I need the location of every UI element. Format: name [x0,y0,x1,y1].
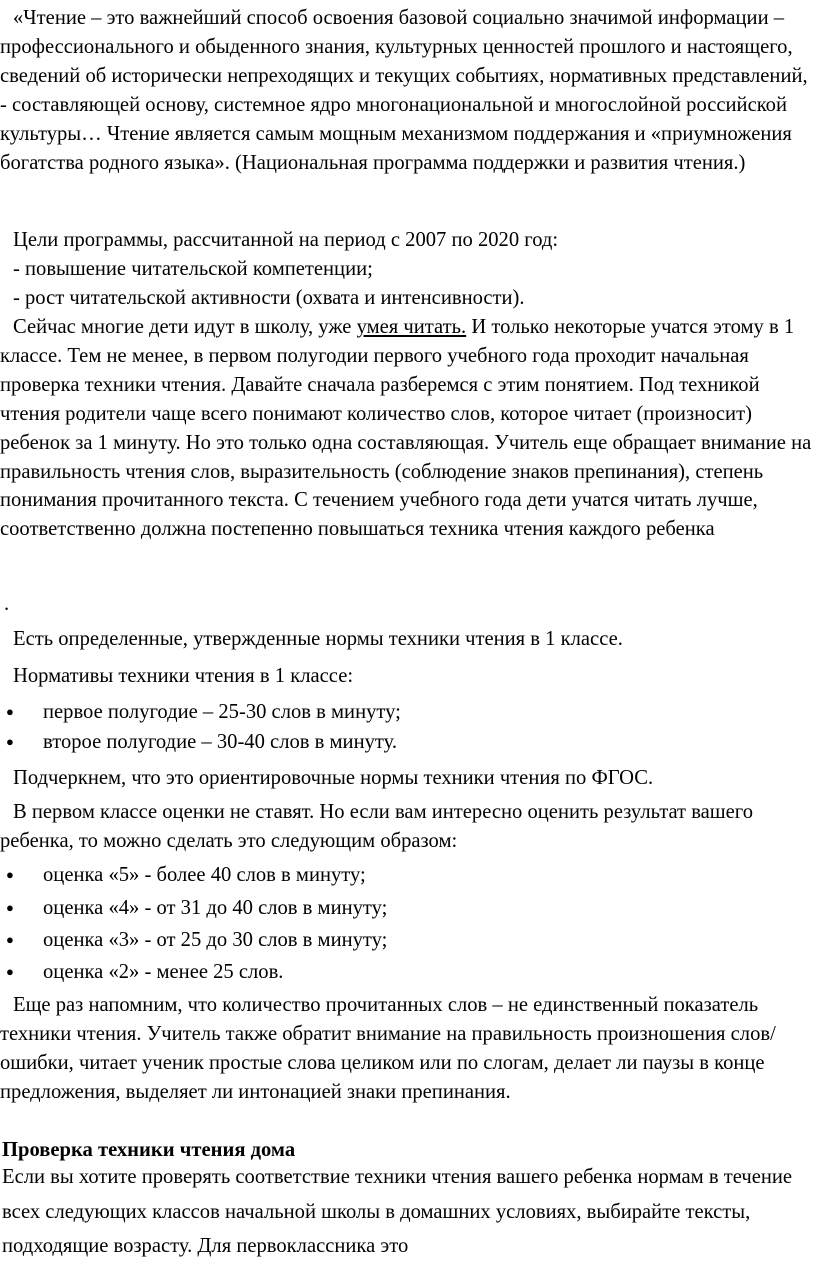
list-item-text: оценка «4» - от 31 до 40 слов в минуту; [43,897,388,919]
reading-link[interactable]: умея читать. [356,316,467,338]
goal-item-2: - рост читательской активности (охвата и интенсивности). [13,287,525,309]
norms-title: Нормативы техники чтения в 1 классе: [13,665,354,687]
home-check-paragraph: Если вы хотите проверять соответствие техники чтения вашего ребенка нормам в течение всех следующих классов начальной школы в домашних условиях, выбирайте тексты, подходящие возрасту. Для первоклассника это [2,1166,793,1257]
goals-title: Цели программы, рассчитанной на период с 2007 по 2020 год: [13,229,559,251]
bullet-icon: ● [6,734,14,749]
fgos-note: Подчеркнем, что это ориентировочные нормы техники чтения по ФГОС. [13,767,654,789]
school-paragraph-rest: И только некоторые учатся этому в 1 классе. Тем не менее, в первом полугодии первого учебного года проходит начальная проверка техники чтения. Давайте сначала разберемся с этим понятием. Под техникой чтения родители чаще всего понимают количество слов, которое читает (произносит) ребенок за 1 минуту. Но это только одна составляющая. Учитель еще обращает внимание на правильность чтения слов, выразительность (соблюдение знаков препинания), степень понимания прочитанного текста. С течением учебного года дети учатся читать лучше, соответственно должна постепенно повышаться техника чтения каждого ребенка [0,316,812,541]
intro-quote-paragraph: «Чтение – это важнейший способ освоения базовой социально значимой информации – профессионального и обыденного знания, культурных ценностей прошлого и настоящего, сведений об исторически непреходящих и текущих событиях, нормативных представлений, - составляющей основу, системное ядро многонациональной и многослойной российской культуры… Чтение является самым мощным механизмом поддержания и «приумножения богатства родного языка». (Национальная программа поддержки и развития чтения.) [0,7,808,174]
list-item-text: оценка «5» - более 40 слов в минуту; [43,864,366,886]
school-paragraph-start: Сейчас многие дети идут в школу, уже [13,316,357,338]
bullet-icon: ● [6,867,14,882]
norms-intro: Есть определенные, утвержденные нормы техники чтения в 1 классе. [13,628,623,650]
bullet-icon: ● [6,704,14,719]
school-paragraph [0,313,816,544]
goal-item-1: - повышение читательской компетенции; [13,258,373,280]
bullet-icon: ● [6,964,14,979]
dot-line: . [4,593,10,615]
bullet-icon: ● [6,900,14,915]
bullet-icon: ● [6,932,14,947]
grades-intro: В первом классе оценки не ставят. Но если вам интересно оценить результат вашего ребенка, то можно сделать это следующим образом: [0,801,754,852]
list-item-text: второе полугодие – 30-40 слов в минуту. [43,731,397,753]
list-item-text: оценка «3» - от 25 до 30 слов в минуту; [43,929,388,951]
list-item-text: первое полугодие – 25-30 слов в минуту; [43,701,401,723]
list-item-text: оценка «2» - менее 25 слов. [43,961,284,983]
home-check-heading: Проверка техники чтения дома [2,1139,296,1161]
reminder-paragraph: Еще раз напомним, что количество прочитанных слов – не единственный показатель техники чтения. Учитель также обратит внимание на правильность произношения слов/ошибки, читает ученик простые слова целиком или по слогам, делает ли паузы в конце предложения, выделяет ли интонацией знаки препинания. [0,994,776,1103]
